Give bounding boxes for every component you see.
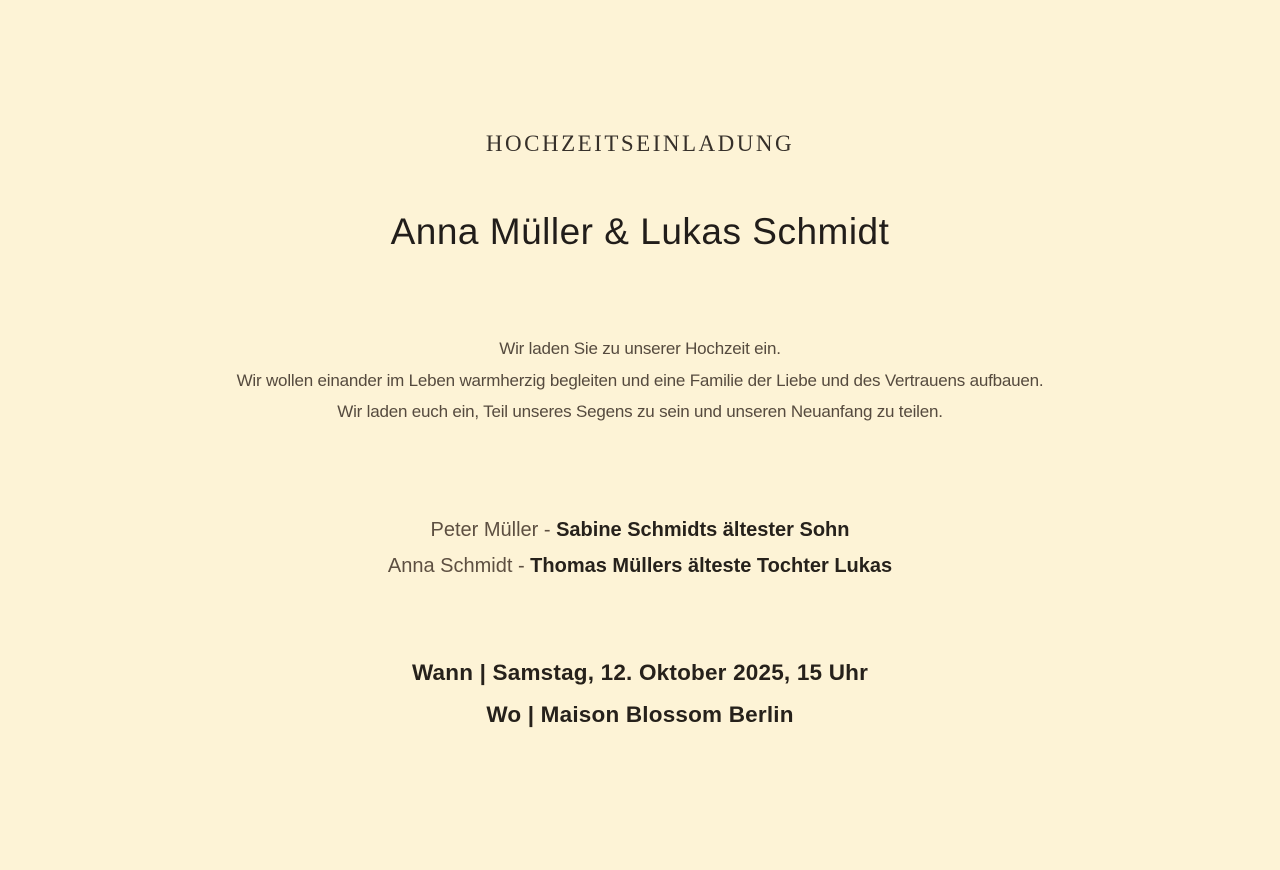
invitation-message	[0, 333, 1280, 428]
couple-names: Anna Müller & Lukas Schmidt	[390, 211, 890, 252]
family-line-bride	[0, 549, 1280, 585]
event-location-line: Wo | Maison Blossom Berlin	[486, 702, 794, 727]
invitation-heading: HOCHZEITSEINLADUNG	[485, 131, 795, 156]
family-relation: Sabine Schmidts ältester Sohn	[556, 519, 850, 541]
invitation-message-line-3: Wir laden euch ein, Teil unseres Segens zu sein und unseren Neuanfang zu teilen.	[337, 402, 943, 421]
family-relation: Thomas Müllers älteste Tochter Lukas	[530, 554, 893, 577]
event-date-line: Wann | Samstag, 12. Oktober 2025, 15 Uhr	[411, 660, 869, 685]
family-section	[0, 513, 1280, 584]
family-parent-name: Peter Müller -	[430, 519, 551, 541]
invitation-message-line-1: Wir laden Sie zu unserer Hochzeit ein.	[499, 339, 781, 358]
family-parent-name: Anna Schmidt -	[387, 554, 525, 577]
invitation-message-line-2: Wir wollen einander im Leben warmherzig begleiten und eine Familie der Liebe und des Vertrauens aufbauen.	[236, 370, 1044, 390]
family-line-groom	[0, 513, 1280, 549]
